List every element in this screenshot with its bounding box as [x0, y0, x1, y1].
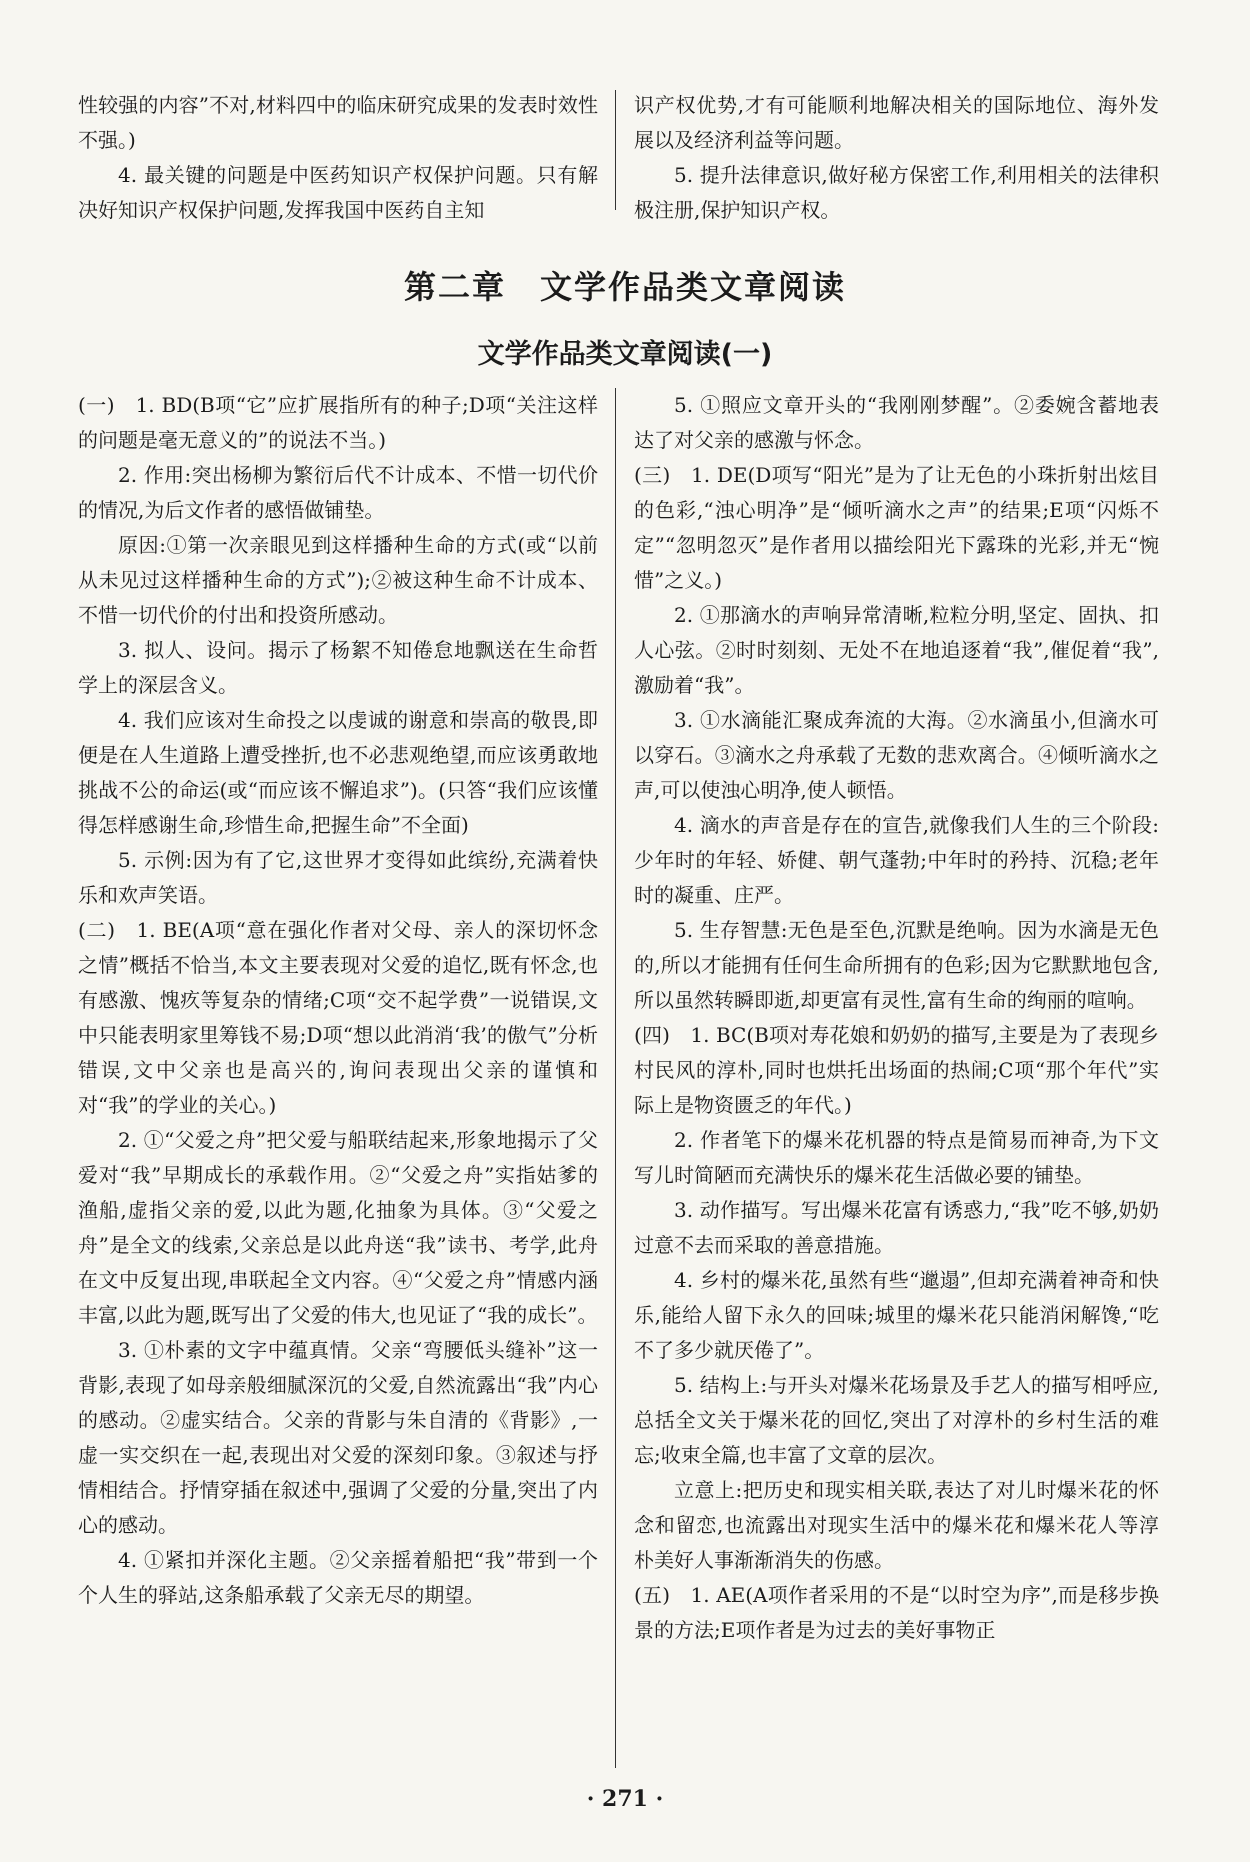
paragraph: 2. 作用:突出杨柳为繁衍后代不计成本、不惜一切代价的情况,为后文作者的感悟做铺垫。: [78, 463, 598, 522]
paragraph: 3. ①水滴能汇聚成奔流的大海。②水滴虽小,但滴水可以穿石。③滴水之舟承载了无数的悲欢离合。④倾听滴水之声,可以使浊心明净,使人顿悟。: [634, 708, 1159, 802]
paragraph: 4. 我们应该对生命投之以虔诚的谢意和崇高的敬畏,即便是在人生道路上遭受挫折,也不必悲观绝望,而应该勇敢地挑战不公的命运(或“而应该不懈追求”)。(只答“我们应该懂得怎样感谢生命,珍惜生命,把握生命”不全面): [78, 708, 598, 837]
paragraph: 原因:①第一次亲眼见到这样播种生命的方式(或“以前从未见过这样播种生命的方式”);②被这种生命不计成本、不惜一切代价的付出和投资所感动。: [78, 533, 598, 627]
paragraph: 识产权优势,才有可能顺利地解决相关的国际地位、海外发展以及经济利益等问题。: [634, 93, 1159, 152]
paragraph: 2. ①“父爱之舟”把父爱与船联结起来,形象地揭示了父爱对“我”早期成长的承载作用。②“父爱之舟”实指姑爹的渔船,虚指父亲的爱,以此为题,化抽象为具体。③“父爱之舟”是全文的线索,父亲总是以此舟送“我”读书、考学,此舟在文中反复出现,串联起全文内容。④“父爱之舟”情感内涵丰富,以此为题,既写出了父爱的伟大,也见证了“我的成长”。: [78, 1128, 598, 1327]
column-divider-main: [615, 388, 616, 1768]
paragraph: 4. ①紧扣并深化主题。②父亲摇着船把“我”带到一个个人生的驿站,这条船承载了父亲无尽的期望。: [78, 1548, 598, 1607]
paragraph: (一) 1. BD(B项“它”应扩展指所有的种子;D项“关注这样的问题是毫无意义的”的说法不当。): [78, 393, 598, 452]
paragraph: 5. 生存智慧:无色是至色,沉默是绝响。因为水滴是无色的,所以才能拥有任何生命所拥有的色彩;因为它默默地包含,所以虽然转瞬即逝,却更富有灵性,富有生命的绚丽的喧响。: [634, 918, 1159, 1012]
paragraph: 2. 作者笔下的爆米花机器的特点是简易而神奇,为下文写儿时简陋而充满快乐的爆米花生活做必要的铺垫。: [634, 1128, 1159, 1187]
paragraph: 3. ①朴素的文字中蕴真情。父亲“弯腰低头缝补”这一背影,表现了如母亲般细腻深沉的父爱,自然流露出“我”内心的感动。②虚实结合。父亲的背影与朱自清的《背影》,一虚一实交织在一起,表现出对父爱的深刻印象。③叙述与抒情相结合。抒情穿插在叙述中,强调了父爱的分量,突出了内心的感动。: [78, 1338, 598, 1537]
paragraph: 4. 乡村的爆米花,虽然有些“邋遢”,但却充满着神奇和快乐,能给人留下永久的回味;城里的爆米花只能消闲解馋,“吃不了多少就厌倦了”。: [634, 1268, 1159, 1362]
paragraph: 3. 动作描写。写出爆米花富有诱惑力,“我”吃不够,奶奶过意不去而采取的善意措施。: [634, 1198, 1159, 1257]
chapter-title: 第二章 文学作品类文章阅读: [403, 268, 846, 306]
paragraph: (二) 1. BE(A项“意在强化作者对父母、亲人的深切怀念之情”概括不恰当,本文主要表现对父爱的追忆,既有怀念,也有感激、愧疚等复杂的情绪;C项“交不起学费”一说错误,文中只能表明家里筹钱不易;D项“想以此消消‘我’的傲气”分析错误,文中父亲也是高兴的,询问表现出父亲的谨慎和对“我”的学业的关心。): [78, 918, 598, 1117]
paragraph: 4. 滴水的声音是存在的宣告,就像我们人生的三个阶段:少年时的年轻、娇健、朝气蓬勃;中年时的矜持、沉稳;老年时的凝重、庄严。: [634, 813, 1159, 907]
left-column: [78, 388, 598, 1613]
top-right-column: [634, 88, 1159, 228]
paragraph: 3. 拟人、设问。揭示了杨絮不知倦怠地飘送在生命哲学上的深层含义。: [78, 638, 598, 697]
paragraph: (三) 1. DE(D项写“阳光”是为了让无色的小珠折射出炫目的色彩,“浊心明净”是“倾听滴水之声”的结果;E项“闪烁不定”“忽明忽灭”是作者用以描绘阳光下露珠的光彩,并无“惋惜”之义。): [634, 463, 1159, 592]
paragraph: 性较强的内容”不对,材料四中的临床研究成果的发表时效性不强。): [78, 93, 598, 152]
paragraph: (四) 1. BC(B项对寿花娘和奶奶的描写,主要是为了表现乡村民风的淳朴,同时也烘托出场面的热闹;C项“那个年代”实际上是物资匮乏的年代。): [634, 1023, 1159, 1117]
top-left-column: [78, 88, 598, 228]
column-divider-top: [615, 90, 616, 210]
paragraph: 2. ①那滴水的声响异常清晰,粒粒分明,坚定、固执、扣人心弦。②时时刻刻、无处不在地追逐着“我”,催促着“我”,激励着“我”。: [634, 603, 1159, 697]
right-column: [634, 388, 1159, 1648]
paragraph: 5. 结构上:与开头对爆米花场景及手艺人的描写相呼应,总括全文关于爆米花的回忆,突出了对淳朴的乡村生活的难忘;收束全篇,也丰富了文章的层次。: [634, 1373, 1159, 1467]
paragraph: 5. 示例:因为有了它,这世界才变得如此缤纷,充满着快乐和欢声笑语。: [78, 848, 598, 907]
paragraph: (五) 1. AE(A项作者采用的不是“以时空为序”,而是移步换景的方法;E项作者是为过去的美好事物正: [634, 1583, 1159, 1642]
paragraph: 立意上:把历史和现实相关联,表达了对儿时爆米花的怀念和留恋,也流露出对现实生活中的爆米花和爆米花人等淳朴美好人事渐渐消失的伤感。: [634, 1478, 1159, 1572]
page-number: · 271 ·: [586, 1786, 664, 1812]
paragraph: 4. 最关键的问题是中医药知识产权保护问题。只有解决好知识产权保护问题,发挥我国中医药自主知: [78, 163, 598, 222]
paragraph: 5. ①照应文章开头的“我刚刚梦醒”。②委婉含蓄地表达了对父亲的感激与怀念。: [634, 393, 1159, 452]
paragraph: 5. 提升法律意识,做好秘方保密工作,利用相关的法律积极注册,保护知识产权。: [634, 163, 1159, 222]
section-title: 文学作品类文章阅读(一): [477, 339, 773, 370]
